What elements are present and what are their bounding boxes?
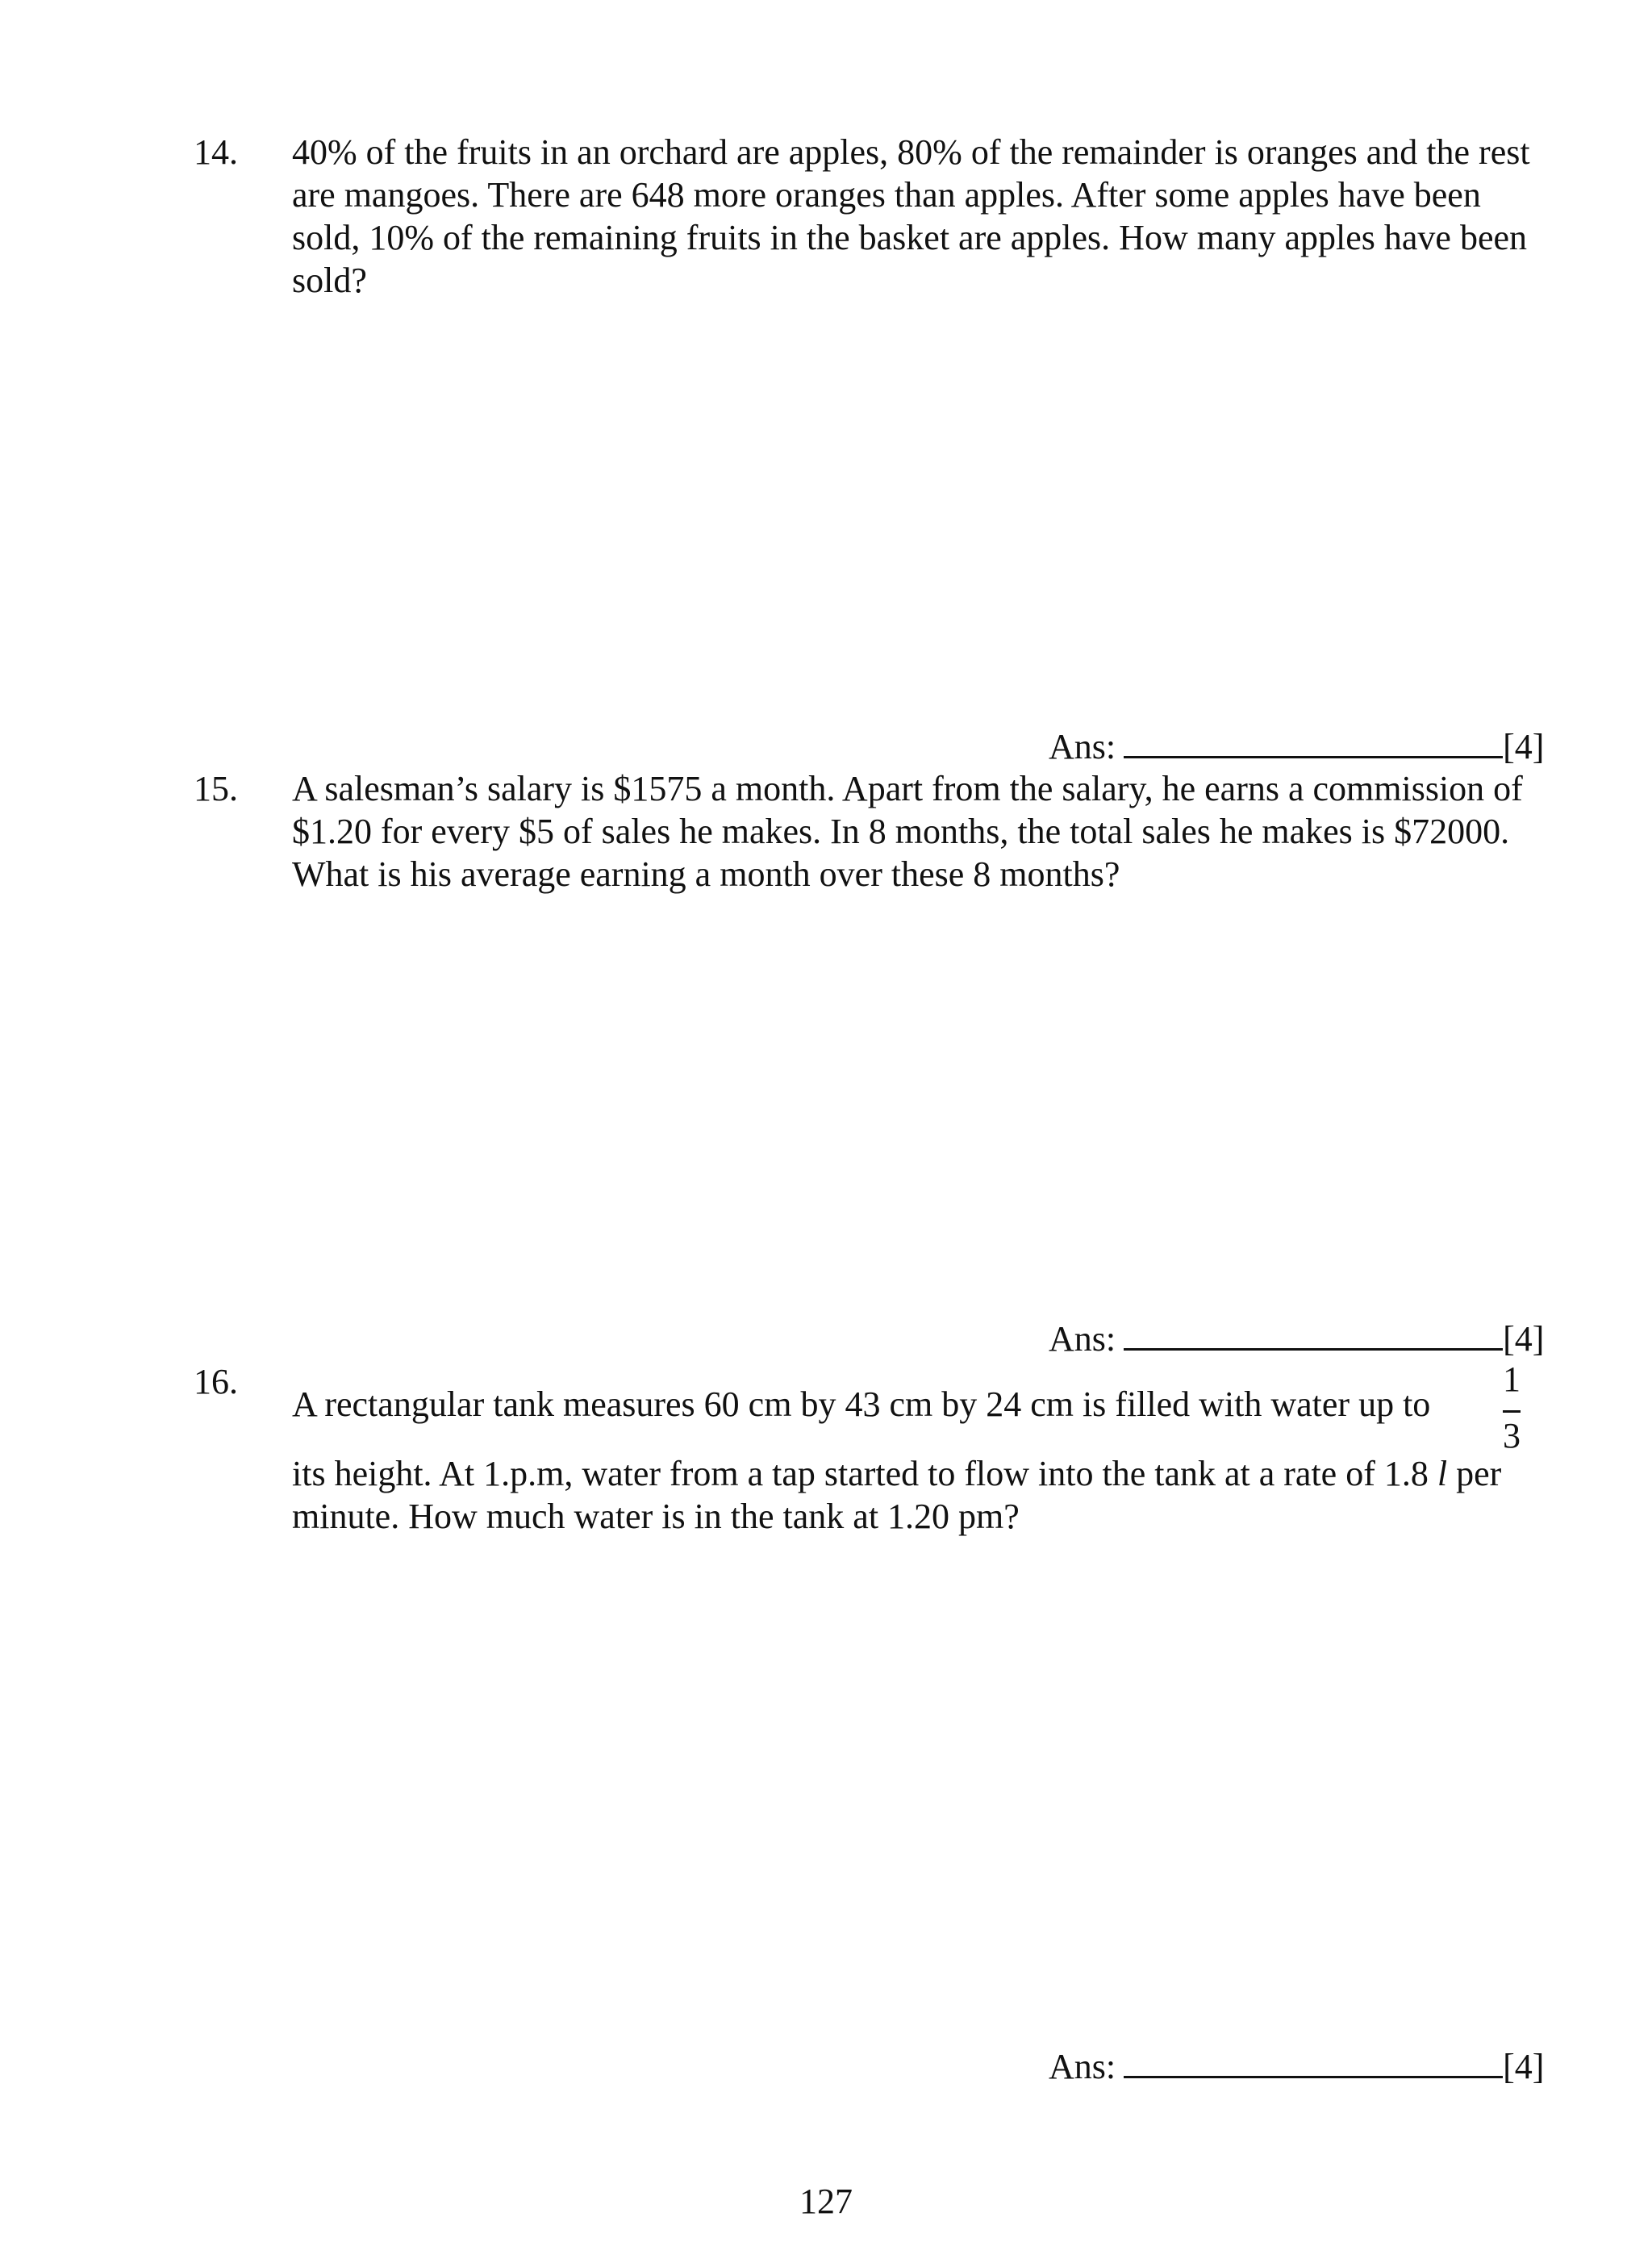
answer-label: Ans: [1049, 727, 1116, 766]
question-14-answer-line [1049, 724, 1544, 769]
marks-label: [4] [1503, 2047, 1545, 2086]
question-16-text-a: its height. At 1.p.m, water from a tap started to flow into the tank at a rate of 1.8 [292, 1454, 1437, 1493]
answer-blank[interactable] [1124, 2044, 1503, 2078]
question-16-first-line: A rectangular tank measures 60 cm by 43 cm by 24 cm is filled with water up to [292, 1384, 1431, 1424]
page-number: 127 [799, 2182, 853, 2221]
question-15-text [292, 767, 1558, 896]
question-16-text-b: per minute. How much water is in the tank at 1.20 pm? [292, 1454, 1502, 1536]
one-third-fraction [1496, 1360, 1528, 1457]
marks-label: [4] [1503, 727, 1545, 766]
fraction-bar [1503, 1410, 1521, 1413]
question-16-body [292, 1452, 1566, 1538]
question-15-body: A salesman’s salary is $1575 a month. Apart from the salary, he earns a commission of $1.20 for every $5 of sales he makes. In 8 months, the total sales he makes is $72000. What is his average earning a month over these 8 months? [292, 769, 1523, 894]
question-16-number: 16. [194, 1362, 238, 1401]
question-16-text [292, 1452, 1566, 1538]
question-14-text [292, 131, 1534, 302]
question-15-answer-line [1049, 1316, 1544, 1361]
answer-blank[interactable] [1124, 1316, 1503, 1351]
fraction-numerator: 1 [1503, 1359, 1521, 1399]
question-14-number: 14. [194, 132, 238, 172]
answer-label: Ans: [1049, 1319, 1116, 1359]
fraction-denominator: 3 [1503, 1416, 1521, 1455]
litre-unit: l [1437, 1454, 1448, 1493]
question-15-number: 15. [194, 769, 238, 808]
question-16-answer-line [1049, 2044, 1544, 2089]
marks-label: [4] [1503, 1319, 1545, 1359]
question-14-body: 40% of the fruits in an orchard are apples, 80% of the remainder is oranges and the rest are mangoes. There are 648 more oranges than apples. After some apples have been sold, 10% of the remaining fruits in the basket are apples. How many apples have been sold? [292, 132, 1530, 300]
answer-blank[interactable] [1124, 724, 1503, 758]
answer-label: Ans: [1049, 2047, 1116, 2086]
